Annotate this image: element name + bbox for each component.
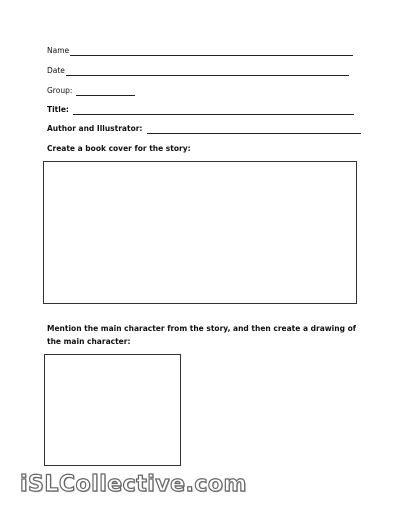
main-character-prompt: Mention the main character from the story, and then create a drawing of the main character: [47, 324, 356, 346]
author-illustrator-label: Author and Illustrator: [47, 124, 143, 133]
watermark-logo: iSLCollective.com [20, 472, 247, 497]
title-label: Title: [47, 105, 69, 114]
group-blank-line[interactable] [76, 87, 135, 96]
title-field [47, 105, 354, 115]
author-illustrator-blank-line[interactable] [147, 125, 361, 134]
name-field [47, 46, 353, 56]
group-label: Group: [47, 86, 73, 95]
main-character-drawing-box[interactable] [44, 354, 181, 466]
title-blank-line[interactable] [73, 106, 354, 115]
date-label: Date [47, 66, 65, 75]
book-cover-drawing-box[interactable] [43, 161, 357, 304]
name-label: Name [47, 46, 70, 55]
date-blank-line[interactable] [66, 67, 349, 76]
group-field [47, 86, 135, 96]
author-illustrator-field [47, 124, 361, 134]
name-blank-line[interactable] [70, 47, 353, 56]
date-field [47, 66, 349, 76]
book-cover-prompt: Create a book cover for the story: [47, 144, 191, 153]
